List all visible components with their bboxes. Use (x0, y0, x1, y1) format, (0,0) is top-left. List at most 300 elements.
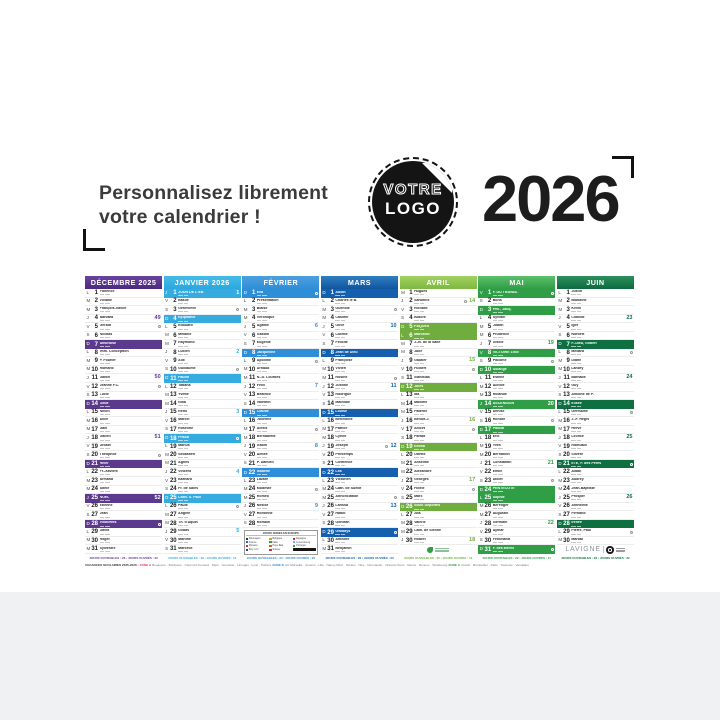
day-number: 28 (91, 521, 98, 528)
day-subtext (571, 482, 632, 483)
subtext-bar (420, 414, 425, 415)
day-subtext (414, 499, 475, 500)
subtext-bar (498, 397, 503, 398)
day-number: 13 (169, 392, 177, 399)
saint-name: Antoine de P. (571, 392, 594, 396)
subtext-bar (493, 406, 498, 407)
saint-name: Prisca (178, 435, 189, 439)
day-subtext (257, 346, 318, 347)
subtext-bar (335, 371, 340, 372)
day-subtext (493, 457, 554, 458)
day-number: 12 (405, 384, 413, 391)
day-row (400, 392, 477, 401)
weekday-letter: M (86, 545, 91, 551)
subtext-bar (571, 517, 576, 518)
day-subtext (571, 363, 632, 364)
logo-text-bottom: LOGO (384, 199, 442, 218)
weekday-letter: V (479, 409, 483, 415)
day-row (478, 374, 555, 383)
day-row (478, 537, 555, 546)
weekday-letter: S (401, 434, 405, 440)
subtext-bar (262, 371, 267, 372)
weekday-letter: M (322, 426, 327, 432)
day-row (242, 434, 319, 443)
weekday-letter: M (86, 298, 91, 304)
day-number: 23 (484, 477, 492, 484)
saint-name: Marcellin (414, 333, 430, 337)
subtext-bar (493, 465, 498, 466)
day-row (242, 520, 319, 529)
week-number: 9 (314, 502, 318, 509)
subtext-bar (105, 303, 110, 304)
subtext-bar (105, 508, 110, 509)
subtext-bar (571, 320, 576, 321)
subtext-bar (184, 551, 189, 552)
subtext-bar (100, 329, 105, 330)
weekday-letter: L (558, 528, 561, 534)
day-row (85, 392, 162, 401)
saint-name: Silvère (571, 452, 584, 456)
day-row (478, 349, 555, 358)
subtext-bar (262, 499, 267, 500)
day-number: 7 (251, 341, 256, 348)
day-number: 8 (487, 350, 492, 357)
day-row (242, 460, 319, 469)
month-column-4 (321, 276, 398, 561)
day-info (335, 538, 396, 543)
weekday-letter: M (86, 426, 91, 432)
subtext-bar (493, 355, 498, 356)
subtext-bar (498, 525, 503, 526)
subtext-bar (335, 388, 340, 389)
subtext-bar (341, 380, 346, 381)
subtext-bar (493, 346, 498, 347)
subtext-bar (577, 363, 582, 364)
subtext-bar (341, 329, 346, 330)
day-number: 3 (409, 306, 413, 313)
weekday-letter: M (558, 298, 563, 304)
subtext-bar (577, 457, 582, 458)
day-subtext (493, 542, 554, 543)
day-subtext (493, 517, 554, 518)
day-subtext (178, 311, 234, 312)
day-row (164, 349, 241, 358)
saint-name: Fidèle (414, 486, 425, 490)
day-subtext (335, 491, 396, 492)
saint-name: Patrice (335, 426, 348, 430)
day-subtext (414, 440, 475, 441)
day-info (257, 410, 318, 415)
day-info (257, 351, 318, 356)
saint-name: Basile (178, 298, 189, 302)
day-row (242, 349, 319, 358)
weekday-letter: J (86, 374, 89, 380)
saint-name: Fernand (571, 512, 586, 516)
subtext-bar (493, 440, 498, 441)
day-number: 28 (484, 520, 492, 527)
country-name: Espagne (296, 537, 307, 541)
europe-country (293, 541, 316, 544)
day-info (414, 359, 467, 364)
day-info (571, 529, 627, 534)
subtext-bar (335, 355, 340, 356)
day-number: 28 (405, 520, 413, 527)
day-row (85, 537, 162, 546)
day-info (414, 393, 475, 398)
weekday-letter: J (243, 383, 247, 389)
day-number: 23 (327, 477, 334, 484)
eco-text-bar (435, 550, 449, 551)
day-number: 14 (327, 400, 334, 407)
day-subtext (493, 534, 554, 535)
subtext-bar (335, 397, 340, 398)
subtext-bar (100, 320, 105, 321)
day-info (178, 316, 239, 321)
day-row (164, 323, 241, 332)
saint-name: J.-B. de la Salle (414, 341, 441, 345)
weekday-letter: S (558, 392, 562, 398)
day-info (571, 504, 632, 509)
saint-name: ÉTÉ, F. des Pères (571, 461, 602, 465)
saint-name: P. Damien (256, 461, 274, 465)
weekday-letter: M (165, 400, 169, 406)
subtext-bar (414, 311, 419, 312)
subtext-bar (571, 508, 576, 509)
day-row (478, 511, 555, 520)
saint-name: Fulbert (414, 367, 427, 371)
day-info (100, 512, 161, 517)
day-number: 31 (91, 546, 98, 553)
day-number: 1 (94, 289, 98, 296)
day-info (571, 350, 627, 355)
day-info (100, 504, 161, 509)
day-info (493, 521, 546, 526)
day-number: 12 (248, 383, 256, 390)
day-number: 29 (327, 529, 334, 536)
day-info (414, 290, 475, 295)
day-info (257, 393, 318, 398)
saint-name: Honoré (492, 418, 506, 422)
saint-name: Augustin (492, 512, 509, 516)
day-number: 23 (563, 477, 570, 484)
europe-holidays-box (244, 530, 318, 555)
day-info (414, 512, 475, 517)
day-row (400, 332, 477, 341)
day-row (321, 289, 398, 298)
weekday-letter: S (243, 520, 247, 526)
day-number: 4 (487, 315, 492, 322)
day-info (257, 299, 318, 304)
day-info (571, 444, 632, 449)
day-row (85, 434, 162, 443)
subtext-bar (184, 457, 189, 458)
europe-country (246, 544, 269, 547)
day-subtext (414, 457, 475, 458)
subtext-bar (178, 542, 183, 543)
day-subtext (257, 320, 318, 321)
weekday-letter: J (479, 520, 482, 526)
day-info (257, 470, 318, 475)
saint-name: Romuald (571, 444, 587, 448)
weekday-letter: M (401, 340, 405, 346)
day-row (164, 443, 241, 452)
weekday-letter: M (165, 340, 169, 346)
subtext-bar (420, 338, 425, 339)
day-subtext (178, 431, 239, 432)
subtext-bar (498, 388, 503, 389)
day-row (400, 417, 477, 426)
saint-name: Vincent (178, 469, 192, 473)
weekday-letter: M (243, 306, 248, 312)
day-subtext (335, 388, 388, 389)
weekday-letter: M (165, 451, 169, 457)
day-row (478, 434, 555, 443)
europe-box-badge (293, 548, 316, 552)
subtext-bar (184, 321, 189, 322)
saint-name: Yvette (178, 392, 189, 396)
day-row (321, 528, 398, 537)
subtext-bar (571, 431, 576, 432)
day-row (478, 323, 555, 332)
saint-name: Nicolas (99, 332, 113, 336)
day-subtext (571, 294, 632, 295)
subtext-bar (257, 499, 262, 500)
day-info (178, 487, 239, 492)
subtext-bar (105, 542, 110, 543)
week-number: 51 (154, 434, 161, 441)
day-info (100, 538, 161, 543)
saint-name: Pacôme (492, 358, 507, 362)
day-subtext (178, 482, 239, 483)
day-row (242, 468, 319, 477)
weekday-letter: D (322, 529, 326, 535)
day-subtext (493, 482, 549, 483)
day-subtext (414, 294, 475, 295)
saint-name: Sylvain (492, 315, 506, 319)
subtext-bar (420, 303, 425, 304)
saint-name: Lucie (99, 392, 109, 396)
weekday-letter: M (165, 520, 169, 526)
day-number: 2 (487, 298, 492, 305)
day-subtext (257, 491, 313, 492)
saint-name: Daniel (99, 375, 111, 379)
subtext-bar (420, 329, 425, 330)
moon-phase-icon (236, 308, 239, 311)
day-number: 6 (566, 332, 570, 339)
day-number: 27 (248, 511, 256, 518)
day-info (178, 496, 239, 501)
day-row (478, 528, 555, 537)
week-number: 4 (236, 468, 240, 475)
weekday-letter: D (558, 520, 562, 526)
day-number: 21 (248, 460, 256, 467)
day-info (100, 307, 161, 312)
subtext-bar (414, 346, 419, 347)
subtext-bar (414, 525, 419, 526)
subtext-bar (335, 465, 340, 466)
subtext-bar (577, 346, 582, 347)
day-number: 4 (566, 315, 570, 322)
weekday-letter: V (243, 511, 247, 517)
weekday-letter: M (401, 400, 405, 406)
day-info (414, 401, 475, 406)
day-info (414, 341, 475, 346)
dst-clock-icon (394, 531, 397, 534)
day-number: 18 (169, 435, 177, 442)
subtext-bar (498, 320, 503, 321)
day-subtext (257, 329, 313, 330)
saint-name: Barbara (99, 315, 114, 319)
weekday-letter: V (401, 306, 405, 312)
weekday-letter: S (558, 332, 562, 338)
weekday-letter: L (86, 469, 90, 474)
subtext-bar (571, 499, 576, 500)
subtext-bar (262, 525, 267, 526)
day-subtext (100, 320, 153, 321)
day-row (321, 443, 398, 452)
weekday-letter: V (86, 383, 90, 389)
weekday-letter: J (401, 357, 404, 363)
weekday-letter: D (86, 341, 90, 347)
day-subtext (571, 534, 627, 535)
subtext-bar (257, 371, 262, 372)
day-subtext (257, 517, 318, 518)
saint-name: Valérie (414, 520, 426, 524)
day-row (321, 366, 398, 375)
subtext-bar (335, 346, 340, 347)
saint-name: Lazare (256, 478, 269, 482)
weekday-letter: M (558, 306, 563, 312)
day-subtext (335, 303, 396, 304)
day-info (414, 495, 475, 500)
subtext-bar (498, 312, 503, 313)
saint-name: VICTOIRE 1945 (492, 350, 519, 354)
week-number: 2 (236, 348, 240, 355)
day-row (321, 451, 398, 460)
weekday-letter: L (479, 374, 483, 380)
subtext-bar (498, 295, 503, 296)
saint-name: NOËL (99, 495, 110, 499)
workdays-footer: JOURS OUVRABLES : 22 • JOURS OUVRÉS : 17 (482, 556, 552, 560)
day-row (557, 298, 634, 307)
subtext-bar (577, 371, 582, 372)
saint-name: Marc (414, 495, 423, 499)
day-info (178, 299, 239, 304)
day-subtext (178, 448, 239, 449)
day-subtext (414, 311, 475, 312)
subtext-bar (493, 491, 498, 492)
moon-phase-icon (236, 437, 239, 440)
day-row (85, 357, 162, 366)
weekday-letter: J (401, 537, 404, 543)
day-info (335, 376, 391, 381)
day-number: 24 (169, 486, 177, 493)
day-subtext (493, 414, 554, 415)
saint-name: Élisée (571, 401, 582, 405)
week-number: 49 (154, 314, 161, 321)
day-subtext (100, 346, 161, 347)
saint-name: Fr. de Sales (178, 486, 199, 490)
day-info (414, 299, 462, 304)
saint-name: Anthelme (571, 503, 588, 507)
saint-name: Aubin (335, 290, 346, 294)
subtext-bar (262, 303, 267, 304)
day-info (493, 418, 549, 423)
europe-country (269, 537, 292, 540)
day-info (335, 351, 396, 356)
weekday-letter: M (401, 349, 405, 355)
day-info (571, 307, 632, 312)
day-number: 13 (248, 392, 256, 399)
day-subtext (335, 295, 396, 296)
day-number: 10 (91, 366, 98, 373)
day-row (321, 409, 398, 418)
day-subtext (178, 303, 239, 304)
day-subtext (335, 525, 396, 526)
day-number: 1 (487, 290, 492, 297)
subtext-bar (184, 414, 189, 415)
saint-name: Clotilde (571, 315, 585, 319)
day-row (400, 357, 477, 366)
day-subtext (571, 388, 632, 389)
day-number: 15 (484, 409, 492, 416)
day-info (257, 427, 313, 432)
weekday-letter: M (243, 366, 248, 372)
weekday-letter: V (322, 451, 326, 457)
day-info (257, 487, 313, 492)
country-name: Suisse (272, 548, 280, 552)
day-info (100, 316, 153, 321)
day-info (257, 521, 318, 526)
day-number: 6 (173, 332, 177, 339)
weekday-letter: S (243, 400, 247, 406)
day-subtext (257, 525, 318, 526)
logo-divider (603, 546, 604, 553)
day-info (414, 529, 475, 534)
weekday-letter: L (322, 298, 325, 304)
subtext-bar (257, 397, 262, 398)
day-number: 25 (405, 494, 413, 501)
subtext-bar (184, 354, 189, 355)
country-flag-icon (293, 541, 295, 543)
day-number: 24 (405, 486, 413, 493)
subtext-bar (414, 414, 419, 415)
day-number: 1 (173, 290, 177, 297)
day-info (178, 324, 239, 329)
day-number: 19 (563, 443, 570, 450)
day-subtext (335, 542, 396, 543)
day-subtext (493, 491, 554, 492)
day-info (493, 333, 554, 338)
day-info (257, 333, 318, 338)
day-row (164, 357, 241, 366)
day-info (178, 547, 239, 552)
subtext-bar (493, 508, 498, 509)
day-subtext (257, 457, 318, 458)
subtext-bar (262, 440, 267, 441)
saint-name: Clémence (335, 461, 353, 465)
subtext-bar (420, 517, 425, 518)
subtext-bar (257, 311, 262, 312)
weekday-letter: S (165, 486, 169, 492)
subtext-bar (335, 499, 340, 500)
subtext-bar (498, 551, 503, 552)
subtext-bar (498, 482, 503, 483)
day-info (335, 512, 396, 517)
subtext-bar (262, 363, 267, 364)
day-subtext (178, 465, 239, 466)
weekday-letter: V (558, 503, 562, 509)
